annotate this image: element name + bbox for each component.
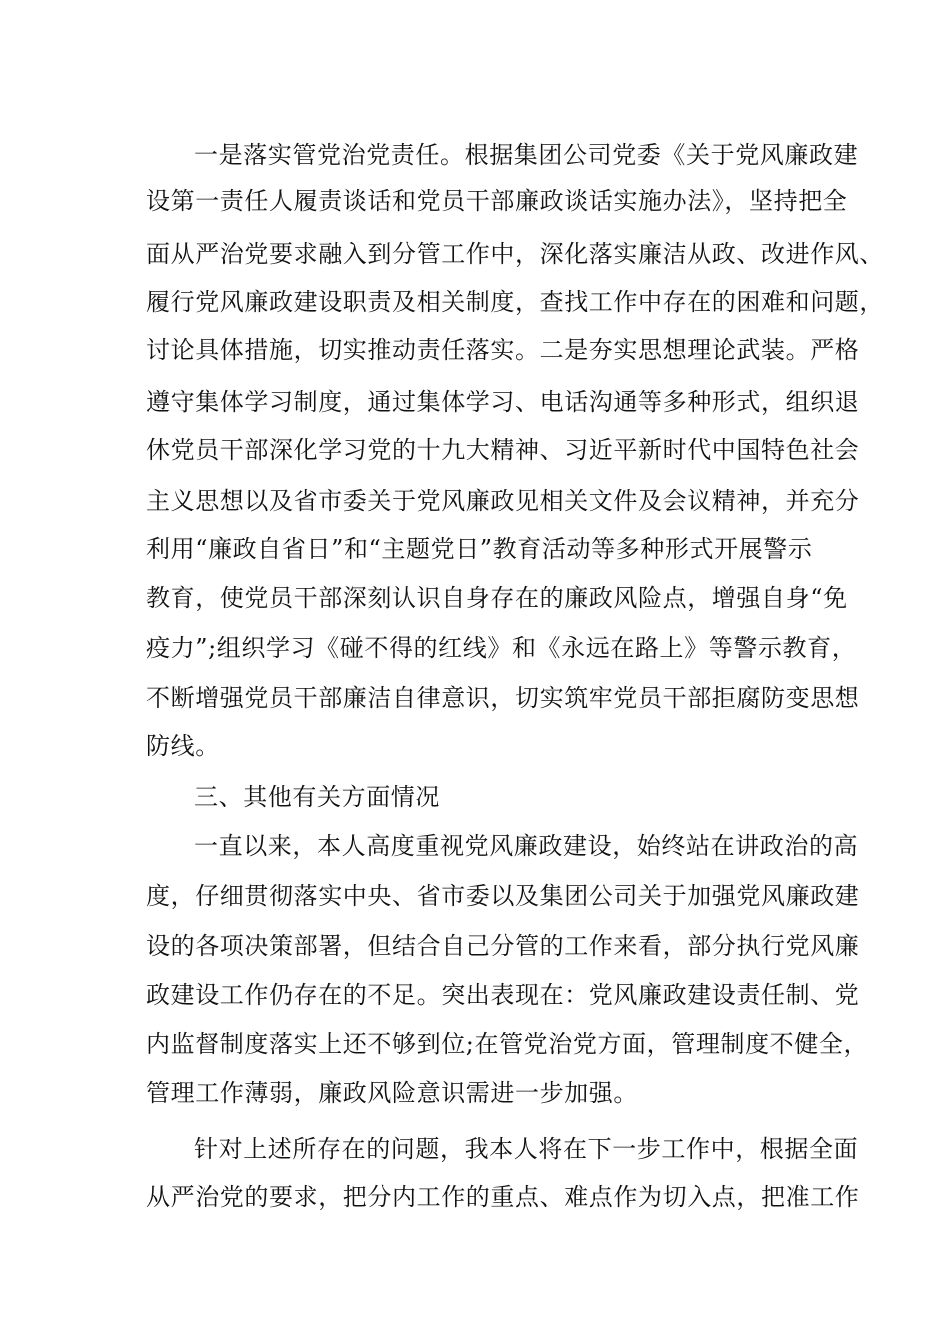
section-heading: 三、其他有关方面情况 — [194, 783, 440, 811]
paragraph-1-line-10: 教育，使党员干部深刻认识自身存在的廉政风险点，增强自身“免 — [146, 584, 848, 612]
paragraph-2-line-2: 度，仔细贯彻落实中央、省市委以及集团公司关于加强党风廉政建 — [146, 882, 860, 910]
paragraph-2-line-4: 政建设工作仍存在的不足。突出表现在：党风廉政建设责任制、党 — [146, 981, 860, 1009]
paragraph-2-line-3: 设的各项决策部署，但结合自己分管的工作来看，部分执行党风廉 — [146, 932, 860, 960]
paragraph-1-line-2: 设第一责任人履责谈话和党员干部廉政谈话实施办法》，坚持把全 — [146, 187, 848, 215]
paragraph-3-line-1: 针对上述所存在的问题，我本人将在下一步工作中，根据全面 — [194, 1135, 859, 1163]
paragraph-2-line-5: 内监督制度落实上还不够到位;在管党治党方面，管理制度不健全， — [146, 1030, 869, 1058]
paragraph-1-line-13: 防线。 — [146, 732, 220, 760]
paragraph-1-line-4: 履行党风廉政建设职责及相关制度，查找工作中存在的困难和问题， — [146, 288, 884, 316]
paragraph-1-line-5: 讨论具体措施，切实推动责任落实。二是夯实思想理论武装。严格 — [146, 336, 860, 364]
paragraph-1-line-6: 遵守集体学习制度，通过集体学习、电话沟通等多种形式，组织退 — [146, 388, 860, 416]
paragraph-1-line-3: 面从严治党要求融入到分管工作中，深化落实廉洁从政、改进作风、 — [146, 240, 884, 268]
paragraph-1-line-11: 疫力”;组织学习《碰不得的红线》和《永远在路上》等警示教育， — [146, 634, 857, 662]
paragraph-1-line-9: 利用“廉政自省日”和“主题党日”教育活动等多种形式开展警示 — [146, 535, 813, 563]
paragraph-1-line-1: 一是落实管党治党责任。根据集团公司党委《关于党风廉政建 — [194, 141, 859, 169]
paragraph-1-line-7: 休党员干部深化学习党的十九大精神、习近平新时代中国特色社会 — [146, 436, 860, 464]
paragraph-1-line-12: 不断增强党员干部廉洁自律意识，切实筑牢党员干部拒腐防变思想 — [146, 684, 860, 712]
paragraph-3-line-2: 从严治党的要求，把分内工作的重点、难点作为切入点，把准工作 — [146, 1183, 860, 1211]
paragraph-2-line-1: 一直以来，本人高度重视党风廉政建设，始终站在讲政治的高 — [194, 832, 859, 860]
paragraph-2-line-6: 管理工作薄弱，廉政风险意识需进一步加强。 — [146, 1079, 638, 1107]
paragraph-1-line-8: 主义思想以及省市委关于党风廉政见相关文件及会议精神，并充分 — [146, 487, 860, 515]
